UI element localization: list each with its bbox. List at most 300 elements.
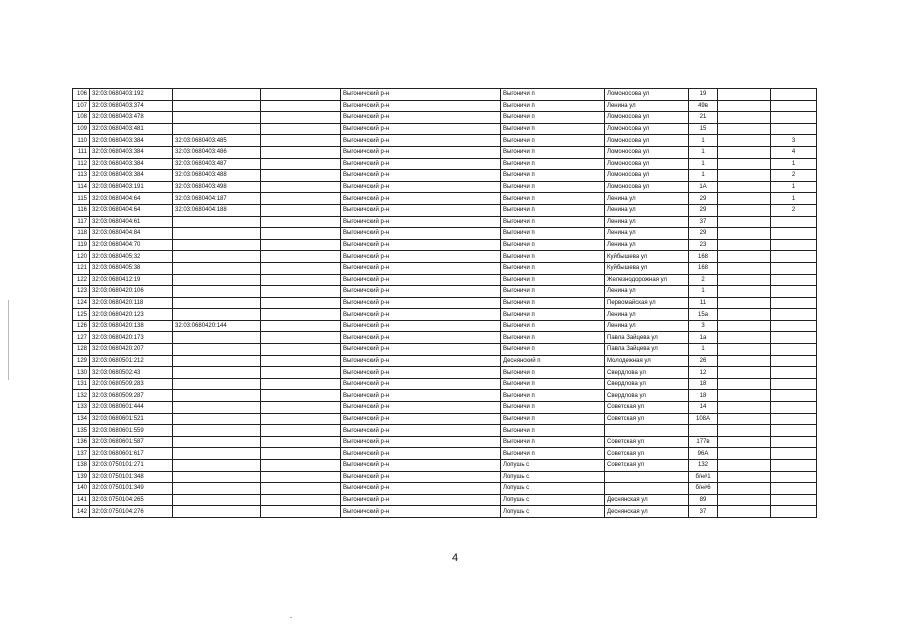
table-row: [73, 181, 817, 193]
empty-cell-cell: [261, 460, 341, 472]
row-number-cell: 138: [73, 460, 90, 472]
apartment-number-cell: [718, 228, 771, 240]
table-row: [73, 506, 817, 518]
row-number-cell: 119: [73, 239, 90, 251]
row-number-cell: 106: [73, 89, 90, 101]
house-number-cell: [689, 425, 718, 437]
apartment-number-cell: [718, 506, 771, 518]
settlement-cell: Лопушь с: [501, 506, 605, 518]
row-number-cell: 126: [73, 320, 90, 332]
row-number-cell: 107: [73, 100, 90, 112]
room-number-cell: [771, 413, 817, 425]
district-cell: Выгоничский р-н: [341, 228, 501, 240]
table-row: [73, 483, 817, 495]
room-number-cell: [771, 112, 817, 124]
district-cell: Выгоничский р-н: [341, 506, 501, 518]
street-cell: Молодежная ул: [605, 355, 689, 367]
street-cell: Ломоносова ул: [605, 89, 689, 101]
district-cell: Выгоничский р-н: [341, 100, 501, 112]
house-number-cell: 37: [689, 216, 718, 228]
row-number-cell: 136: [73, 436, 90, 448]
street-cell: Ленина ул: [605, 239, 689, 251]
empty-cell-cell: [261, 494, 341, 506]
table-row: [73, 297, 817, 309]
room-number-cell: [771, 320, 817, 332]
settlement-cell: Выгоничи п: [501, 286, 605, 298]
cadastral-number-cell: 32:03:0750104:265: [90, 494, 173, 506]
street-cell: Советская ул: [605, 460, 689, 472]
room-number-cell: [771, 286, 817, 298]
street-cell: [605, 471, 689, 483]
settlement-cell: Выгоничи п: [501, 320, 605, 332]
house-number-cell: 18: [689, 390, 718, 402]
room-number-cell: 2: [771, 170, 817, 182]
cadastral-number-cell: 32:03:0680420:207: [90, 344, 173, 356]
row-number-cell: 127: [73, 332, 90, 344]
street-cell: Куйбышева ул: [605, 251, 689, 263]
street-cell: Первомайская ул: [605, 297, 689, 309]
settlement-cell: Деснянский п: [501, 355, 605, 367]
room-number-cell: [771, 367, 817, 379]
cadastral-number-2-cell: [173, 483, 261, 495]
settlement-cell: Выгоничи п: [501, 297, 605, 309]
settlement-cell: Выгоничи п: [501, 100, 605, 112]
house-number-cell: 1: [689, 286, 718, 298]
table-row: [73, 494, 817, 506]
table-row: [73, 367, 817, 379]
house-number-cell: 3: [689, 320, 718, 332]
address-table: [72, 88, 817, 518]
room-number-cell: [771, 506, 817, 518]
district-cell: Выгоничский р-н: [341, 135, 501, 147]
apartment-number-cell: [718, 193, 771, 205]
district-cell: Выгоничский р-н: [341, 274, 501, 286]
street-cell: Свердлова ул: [605, 367, 689, 379]
street-cell: Ленина ул: [605, 228, 689, 240]
empty-cell-cell: [261, 239, 341, 251]
street-cell: [605, 483, 689, 495]
row-number-cell: 141: [73, 494, 90, 506]
table-row: [73, 135, 817, 147]
row-number-cell: 139: [73, 471, 90, 483]
street-cell: Железнодорожная ул: [605, 274, 689, 286]
cadastral-number-2-cell: [173, 448, 261, 460]
empty-cell-cell: [261, 274, 341, 286]
house-number-cell: 15: [689, 123, 718, 135]
table-row: [73, 471, 817, 483]
district-cell: Выгоничский р-н: [341, 262, 501, 274]
apartment-number-cell: [718, 146, 771, 158]
street-cell: Ломоносова ул: [605, 170, 689, 182]
cadastral-number-2-cell: [173, 471, 261, 483]
row-number-cell: 118: [73, 228, 90, 240]
district-cell: Выгоничский р-н: [341, 112, 501, 124]
district-cell: Выгоничский р-н: [341, 367, 501, 379]
empty-cell-cell: [261, 425, 341, 437]
cadastral-number-2-cell: [173, 309, 261, 321]
settlement-cell: Выгоничи п: [501, 448, 605, 460]
table-row: [73, 228, 817, 240]
room-number-cell: [771, 378, 817, 390]
apartment-number-cell: [718, 425, 771, 437]
cadastral-number-cell: 32:03:0680404:61: [90, 216, 173, 228]
settlement-cell: Выгоничи п: [501, 123, 605, 135]
empty-cell-cell: [261, 146, 341, 158]
table-row: [73, 460, 817, 472]
cadastral-number-2-cell: [173, 89, 261, 101]
apartment-number-cell: [718, 274, 771, 286]
apartment-number-cell: [718, 460, 771, 472]
street-cell: Ленина ул: [605, 204, 689, 216]
cadastral-number-cell: 32:03:0680403:192: [90, 89, 173, 101]
settlement-cell: Выгоничи п: [501, 135, 605, 147]
room-number-cell: [771, 425, 817, 437]
cadastral-number-cell: 32:03:0680405:32: [90, 251, 173, 263]
table-row: [73, 158, 817, 170]
room-number-cell: [771, 262, 817, 274]
room-number-cell: [771, 251, 817, 263]
street-cell: [605, 425, 689, 437]
cadastral-number-2-cell: 32:03:0680403:488: [173, 170, 261, 182]
settlement-cell: Выгоничи п: [501, 436, 605, 448]
empty-cell-cell: [261, 297, 341, 309]
district-cell: Выгоничский р-н: [341, 239, 501, 251]
apartment-number-cell: [718, 390, 771, 402]
district-cell: Выгоничский р-н: [341, 181, 501, 193]
house-number-cell: 2: [689, 274, 718, 286]
house-number-cell: 1: [689, 158, 718, 170]
table-row: [73, 112, 817, 124]
district-cell: Выгоничский р-н: [341, 425, 501, 437]
cadastral-number-cell: 32:03:0680404:64: [90, 204, 173, 216]
empty-cell-cell: [261, 390, 341, 402]
empty-cell-cell: [261, 89, 341, 101]
row-number-cell: 129: [73, 355, 90, 367]
street-cell: Ленина ул: [605, 193, 689, 205]
settlement-cell: Выгоничи п: [501, 170, 605, 182]
room-number-cell: [771, 460, 817, 472]
table-row: [73, 204, 817, 216]
house-number-cell: 1: [689, 135, 718, 147]
empty-cell-cell: [261, 355, 341, 367]
house-number-cell: 96А: [689, 448, 718, 460]
house-number-cell: 18: [689, 378, 718, 390]
cadastral-number-cell: 32:03:0680601:521: [90, 413, 173, 425]
district-cell: Выгоничский р-н: [341, 216, 501, 228]
table-body: [73, 89, 817, 518]
district-cell: Выгоничский р-н: [341, 158, 501, 170]
settlement-cell: Лопушь с: [501, 471, 605, 483]
empty-cell-cell: [261, 367, 341, 379]
room-number-cell: [771, 483, 817, 495]
settlement-cell: Выгоничи п: [501, 193, 605, 205]
house-number-cell: б/н#1: [689, 471, 718, 483]
cadastral-number-cell: 32:03:0680601:444: [90, 402, 173, 414]
table-row: [73, 146, 817, 158]
house-number-cell: 1: [689, 344, 718, 356]
district-cell: Выгоничский р-н: [341, 355, 501, 367]
table-row: [73, 309, 817, 321]
cadastral-number-cell: 32:03:0680403:384: [90, 146, 173, 158]
cadastral-number-2-cell: [173, 297, 261, 309]
empty-cell-cell: [261, 483, 341, 495]
house-number-cell: 1А: [689, 181, 718, 193]
row-number-cell: 131: [73, 378, 90, 390]
empty-cell-cell: [261, 158, 341, 170]
empty-cell-cell: [261, 181, 341, 193]
empty-cell-cell: [261, 228, 341, 240]
row-number-cell: 134: [73, 413, 90, 425]
table-row: [73, 390, 817, 402]
settlement-cell: Выгоничи п: [501, 425, 605, 437]
room-number-cell: [771, 100, 817, 112]
house-number-cell: 1а: [689, 332, 718, 344]
district-cell: Выгоничский р-н: [341, 483, 501, 495]
cadastral-number-2-cell: 32:03:0680403:498: [173, 181, 261, 193]
table-row: [73, 425, 817, 437]
apartment-number-cell: [718, 413, 771, 425]
cadastral-number-2-cell: [173, 228, 261, 240]
empty-cell-cell: [261, 413, 341, 425]
empty-cell-cell: [261, 378, 341, 390]
district-cell: Выгоничский р-н: [341, 309, 501, 321]
empty-cell-cell: [261, 216, 341, 228]
settlement-cell: Лопушь с: [501, 483, 605, 495]
street-cell: Павла Зайцева ул: [605, 332, 689, 344]
cadastral-number-2-cell: [173, 274, 261, 286]
room-number-cell: [771, 355, 817, 367]
house-number-cell: 19: [689, 89, 718, 101]
apartment-number-cell: [718, 216, 771, 228]
row-number-cell: 117: [73, 216, 90, 228]
room-number-cell: [771, 228, 817, 240]
room-number-cell: [771, 390, 817, 402]
settlement-cell: Выгоничи п: [501, 251, 605, 263]
district-cell: Выгоничский р-н: [341, 123, 501, 135]
cadastral-number-cell: 32:03:0680404:84: [90, 228, 173, 240]
cadastral-number-2-cell: 32:03:0680404:187: [173, 193, 261, 205]
house-number-cell: 177в: [689, 436, 718, 448]
row-number-cell: 123: [73, 286, 90, 298]
empty-cell-cell: [261, 436, 341, 448]
row-number-cell: 137: [73, 448, 90, 460]
settlement-cell: Выгоничи п: [501, 413, 605, 425]
cadastral-number-2-cell: [173, 425, 261, 437]
table-row: [73, 239, 817, 251]
house-number-cell: 29: [689, 193, 718, 205]
cadastral-number-cell: 32:03:0680403:384: [90, 170, 173, 182]
cadastral-number-2-cell: [173, 402, 261, 414]
street-cell: Ломоносова ул: [605, 158, 689, 170]
row-number-cell: 116: [73, 204, 90, 216]
district-cell: Выгоничский р-н: [341, 402, 501, 414]
row-number-cell: 108: [73, 112, 90, 124]
cadastral-number-2-cell: [173, 286, 261, 298]
row-number-cell: 121: [73, 262, 90, 274]
district-cell: Выгоничский р-н: [341, 448, 501, 460]
cadastral-number-cell: 32:03:0680403:478: [90, 112, 173, 124]
district-cell: Выгоничский р-н: [341, 170, 501, 182]
apartment-number-cell: [718, 262, 771, 274]
cadastral-number-2-cell: 32:03:0680420:144: [173, 320, 261, 332]
empty-cell-cell: [261, 309, 341, 321]
empty-cell-cell: [261, 123, 341, 135]
cadastral-number-2-cell: [173, 216, 261, 228]
table-row: [73, 89, 817, 101]
cadastral-number-2-cell: [173, 100, 261, 112]
empty-cell-cell: [261, 506, 341, 518]
settlement-cell: Выгоничи п: [501, 228, 605, 240]
apartment-number-cell: [718, 378, 771, 390]
house-number-cell: б/н#6: [689, 483, 718, 495]
cadastral-number-cell: 32:03:0680502:43: [90, 367, 173, 379]
cadastral-number-2-cell: [173, 413, 261, 425]
settlement-cell: Выгоничи п: [501, 274, 605, 286]
room-number-cell: 2: [771, 204, 817, 216]
table-row: [73, 193, 817, 205]
scan-edge-mark: [8, 300, 9, 380]
settlement-cell: Выгоничи п: [501, 344, 605, 356]
row-number-cell: 128: [73, 344, 90, 356]
empty-cell-cell: [261, 471, 341, 483]
empty-cell-cell: [261, 344, 341, 356]
settlement-cell: Выгоничи п: [501, 158, 605, 170]
room-number-cell: 4: [771, 146, 817, 158]
apartment-number-cell: [718, 471, 771, 483]
house-number-cell: 29: [689, 204, 718, 216]
settlement-cell: Выгоничи п: [501, 390, 605, 402]
apartment-number-cell: [718, 170, 771, 182]
room-number-cell: [771, 297, 817, 309]
house-number-cell: 12: [689, 367, 718, 379]
room-number-cell: [771, 309, 817, 321]
settlement-cell: Выгоничи п: [501, 89, 605, 101]
district-cell: Выгоничский р-н: [341, 251, 501, 263]
settlement-cell: Выгоничи п: [501, 204, 605, 216]
row-number-cell: 112: [73, 158, 90, 170]
cadastral-number-cell: 32:03:0680601:617: [90, 448, 173, 460]
table-row: [73, 320, 817, 332]
district-cell: Выгоничский р-н: [341, 471, 501, 483]
empty-cell-cell: [261, 112, 341, 124]
street-cell: Ломоносова ул: [605, 135, 689, 147]
cadastral-number-cell: 32:03:0680601:587: [90, 436, 173, 448]
empty-cell-cell: [261, 251, 341, 263]
house-number-cell: 1: [689, 170, 718, 182]
house-number-cell: 132: [689, 460, 718, 472]
cadastral-number-cell: 32:03:0680420:173: [90, 332, 173, 344]
street-cell: Ломоносова ул: [605, 112, 689, 124]
table-row: [73, 344, 817, 356]
apartment-number-cell: [718, 100, 771, 112]
apartment-number-cell: [718, 181, 771, 193]
apartment-number-cell: [718, 483, 771, 495]
settlement-cell: Выгоничи п: [501, 112, 605, 124]
house-number-cell: 29: [689, 228, 718, 240]
house-number-cell: 108А: [689, 413, 718, 425]
row-number-cell: 132: [73, 390, 90, 402]
apartment-number-cell: [718, 204, 771, 216]
cadastral-number-cell: 32:03:0680420:123: [90, 309, 173, 321]
table-row: [73, 100, 817, 112]
apartment-number-cell: [718, 123, 771, 135]
cadastral-number-cell: 32:03:0680412:19: [90, 274, 173, 286]
room-number-cell: 1: [771, 158, 817, 170]
district-cell: Выгоничский р-н: [341, 193, 501, 205]
room-number-cell: [771, 332, 817, 344]
street-cell: Ленина ул: [605, 286, 689, 298]
empty-cell-cell: [261, 448, 341, 460]
room-number-cell: 1: [771, 193, 817, 205]
settlement-cell: Выгоничи п: [501, 146, 605, 158]
apartment-number-cell: [718, 320, 771, 332]
street-cell: Ленина ул: [605, 216, 689, 228]
district-cell: Выгоничский р-н: [341, 378, 501, 390]
table-row: [73, 216, 817, 228]
district-cell: Выгоничский р-н: [341, 146, 501, 158]
room-number-cell: [771, 448, 817, 460]
row-number-cell: 124: [73, 297, 90, 309]
apartment-number-cell: [718, 89, 771, 101]
district-cell: Выгоничский р-н: [341, 297, 501, 309]
empty-cell-cell: [261, 170, 341, 182]
street-cell: Советская ул: [605, 448, 689, 460]
house-number-cell: 23: [689, 239, 718, 251]
street-cell: Ленина ул: [605, 100, 689, 112]
house-number-cell: 49в: [689, 100, 718, 112]
empty-cell-cell: [261, 135, 341, 147]
cadastral-number-cell: 32:03:0680420:106: [90, 286, 173, 298]
cadastral-number-cell: 32:03:0680403:384: [90, 158, 173, 170]
room-number-cell: [771, 274, 817, 286]
row-number-cell: 135: [73, 425, 90, 437]
row-number-cell: 120: [73, 251, 90, 263]
house-number-cell: 1: [689, 146, 718, 158]
apartment-number-cell: [718, 286, 771, 298]
cadastral-number-2-cell: 32:03:0680403:487: [173, 158, 261, 170]
table-row: [73, 274, 817, 286]
house-number-cell: 37: [689, 506, 718, 518]
apartment-number-cell: [718, 239, 771, 251]
empty-cell-cell: [261, 193, 341, 205]
cadastral-number-cell: 32:03:0680404:64: [90, 193, 173, 205]
district-cell: Выгоничский р-н: [341, 436, 501, 448]
cadastral-number-cell: 32:03:0680509:283: [90, 378, 173, 390]
apartment-number-cell: [718, 402, 771, 414]
room-number-cell: [771, 471, 817, 483]
district-cell: Выгоничский р-н: [341, 320, 501, 332]
row-number-cell: 122: [73, 274, 90, 286]
apartment-number-cell: [718, 367, 771, 379]
cadastral-number-2-cell: [173, 112, 261, 124]
street-cell: Свердлова ул: [605, 378, 689, 390]
cadastral-number-2-cell: 32:03:0680404:188: [173, 204, 261, 216]
room-number-cell: [771, 494, 817, 506]
district-cell: Выгоничский р-н: [341, 460, 501, 472]
street-cell: Ленина ул: [605, 320, 689, 332]
cadastral-number-cell: 32:03:0750101:349: [90, 483, 173, 495]
room-number-cell: [771, 344, 817, 356]
room-number-cell: [771, 239, 817, 251]
street-cell: Куйбышева ул: [605, 262, 689, 274]
table-row: [73, 332, 817, 344]
empty-cell-cell: [261, 262, 341, 274]
district-cell: Выгоничский р-н: [341, 494, 501, 506]
cadastral-number-2-cell: [173, 506, 261, 518]
cadastral-number-cell: 32:03:0680403:191: [90, 181, 173, 193]
district-cell: Выгоничский р-н: [341, 204, 501, 216]
cadastral-number-2-cell: [173, 239, 261, 251]
